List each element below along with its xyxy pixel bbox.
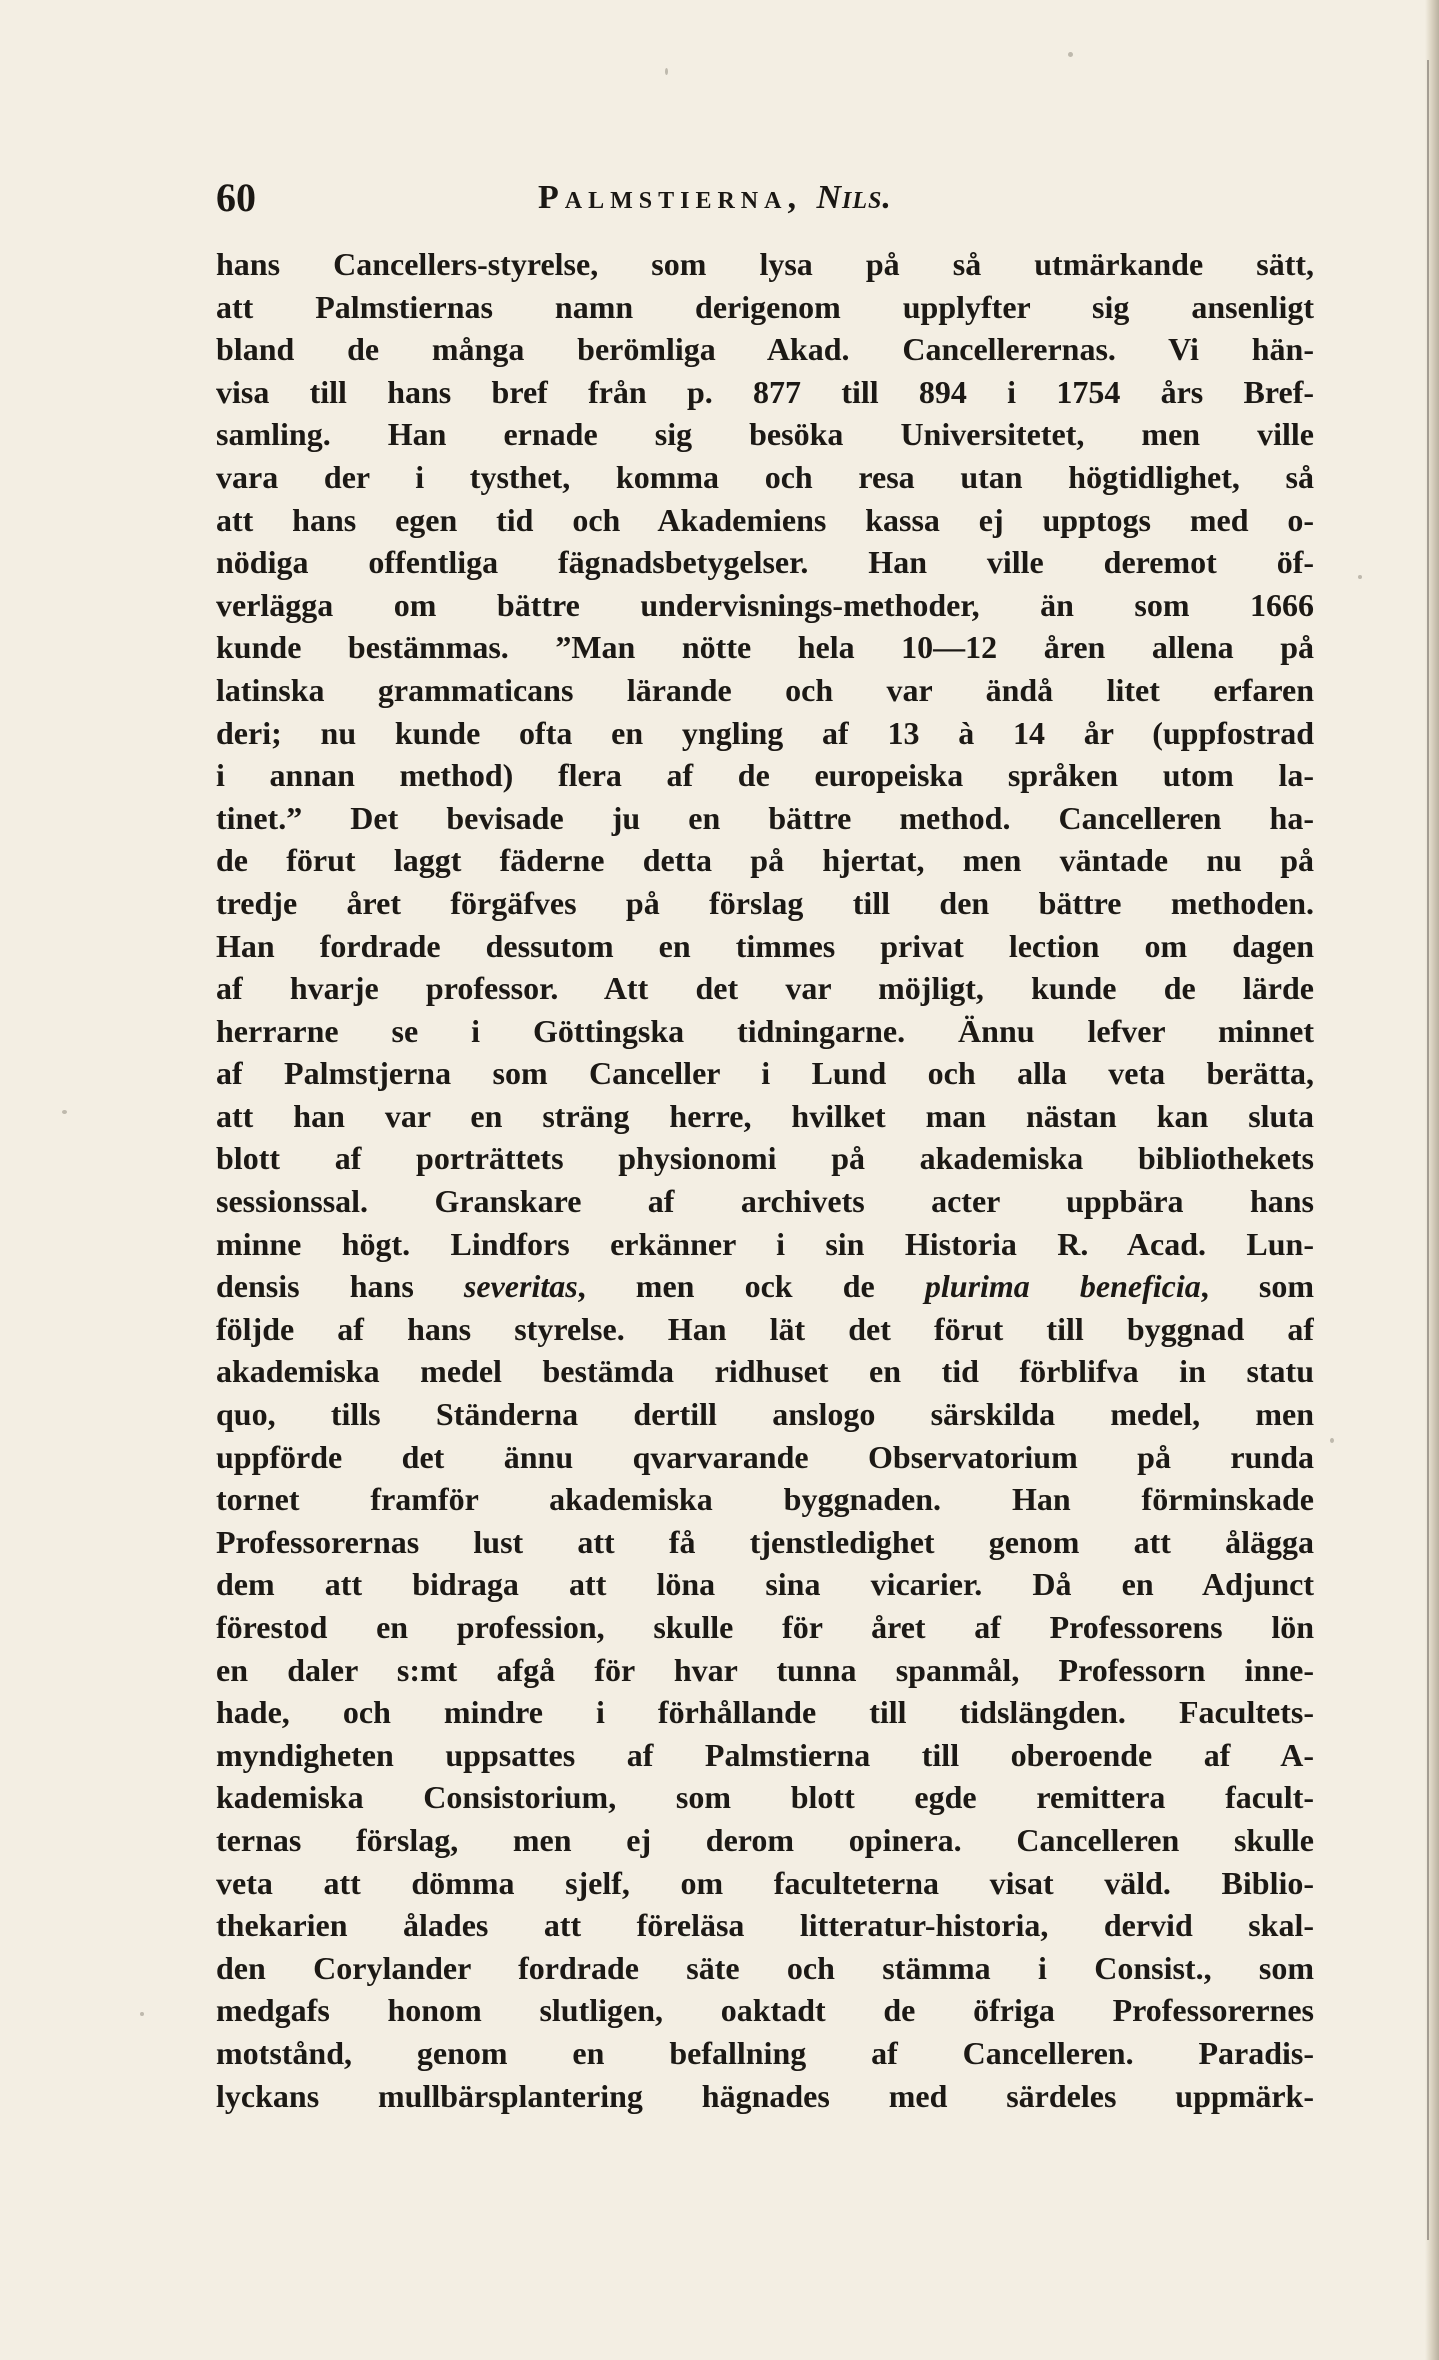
text-line: akademiska medel bestämda ridhuset en tid förblifva in statu [216, 1353, 1314, 1390]
text-line: dem att bidraga att löna sina vicarier. Då en Adjunct [216, 1566, 1314, 1603]
paper-speck [140, 2012, 144, 2016]
text-line: de förut laggt fäderne detta på hjertat, men väntade nu på [216, 842, 1314, 879]
page-number: 60 [216, 175, 256, 220]
text-line: latinska grammaticans lärande och var ändå litet erfaren [216, 671, 1314, 708]
text-line: myndigheten uppsattes af Palmstierna till oberoende af A- [216, 1736, 1314, 1773]
paper-speck [665, 68, 668, 75]
text-line: motstånd, genom en befallning af Cancelleren. Paradis- [216, 2034, 1314, 2071]
text-line: att Palmstiernas namn derigenom upplyfter sig ansenligt [216, 288, 1314, 325]
text-line: tredje året förgäfves på förslag till den bättre methoden. [216, 884, 1314, 921]
running-head-given-name: Nils. [816, 179, 892, 216]
text-line: ternas förslag, men ej derom opinera. Cancelleren skulle [216, 1821, 1314, 1858]
text-line: bland de många berömliga Akad. Cancellerernas. Vi hän- [216, 331, 1314, 368]
text-line: medgafs honom slutligen, oaktadt de öfriga Professorernes [216, 1992, 1314, 2029]
page-header [216, 168, 1316, 228]
text-line: den Corylander fordrade säte och stämma i Consist., som [216, 1949, 1314, 1986]
text-line: hade, och mindre i förhållande till tidslängden. Facultets- [216, 1694, 1314, 1731]
text-line: af Palmstjerna som Canceller i Lund och alla veta berätta, [216, 1055, 1314, 1092]
body-text [216, 243, 1314, 2117]
text-line: densis hans severitas, men ock de plurima beneficia, som [216, 1268, 1314, 1305]
text-line: Han fordrade dessutom en timmes privat lection om dagen [216, 927, 1314, 964]
text-line: af hvarje professor. Att det var möjligt, kunde de lärde [216, 970, 1314, 1007]
text-line: uppförde det ännu qvarvarande Observatorium på runda [216, 1438, 1314, 1475]
running-head [538, 168, 892, 228]
text-line: tornet framför akademiska byggnaden. Han förminskade [216, 1481, 1314, 1518]
text-line: thekarien ålades att föreläsa litteratur-historia, dervid skal- [216, 1907, 1314, 1944]
italic-phrase: plurima beneficia [924, 1268, 1201, 1305]
text-line: tinet.” Det bevisade ju en bättre method. Cancelleren ha- [216, 799, 1314, 836]
paper-speck [1358, 575, 1362, 579]
text-line: en daler s:mt afgå för hvar tunna spanmål, Professorn inne- [216, 1651, 1314, 1688]
text-line: samling. Han ernade sig besöka Universitetet, men ville [216, 416, 1314, 453]
text-line: vara der i tysthet, komma och resa utan högtidlighet, så [216, 458, 1314, 495]
text-line: hans Cancellers-styrelse, som lysa på så utmärkande sätt, [216, 246, 1314, 282]
text-line: att han var en sträng herre, hvilket man nästan kan sluta [216, 1097, 1314, 1134]
text-line: minne högt. Lindfors erkänner i sin Historia R. Acad. Lun- [216, 1225, 1314, 1262]
page-edge-line [1427, 60, 1429, 2240]
text-line: i annan method) flera af de europeiska språken utom la- [216, 757, 1314, 794]
text-line: lyckans mullbärsplantering hägnades med särdeles uppmärk- [216, 2077, 1314, 2114]
text-line: verlägga om bättre undervisnings-methoder, än som 1666 [216, 586, 1314, 623]
text-line: sessionssal. Granskare af archivets acter uppbära hans [216, 1183, 1314, 1220]
text-line: att hans egen tid och Akademiens kassa ej upptogs med o- [216, 501, 1314, 538]
paper-speck [1330, 1438, 1334, 1443]
text-line: kademiska Consistorium, som blott egde remittera facult- [216, 1779, 1314, 1816]
text-line: nödiga offentliga fägnadsbetygelser. Han ville deremot öf- [216, 544, 1314, 581]
text-line: visa till hans bref från p. 877 till 894 i 1754 års Bref- [216, 373, 1314, 410]
paper-speck [1068, 52, 1073, 57]
paper-speck [62, 1110, 67, 1114]
text-line: Professorernas lust att få tjenstledighet genom att ålägga [216, 1523, 1314, 1560]
text-line: följde af hans styrelse. Han lät det förut till byggnad af [216, 1310, 1314, 1347]
running-head-name: Palmstierna, [538, 179, 802, 216]
text-line: förestod en profession, skulle för året af Professorens lön [216, 1609, 1314, 1645]
text-line: deri; nu kunde ofta en yngling af 13 à 14 år (uppfostrad [216, 714, 1314, 751]
text-line: quo, tills Ständerna dertill anslogo särskilda medel, men [216, 1396, 1314, 1433]
text-line: herrarne se i Göttingska tidningarne. Ännu lefver minnet [216, 1012, 1314, 1049]
italic-phrase: severitas [463, 1268, 578, 1305]
text-line: veta att dömma sjelf, om faculteterna visat väld. Biblio- [216, 1864, 1314, 1901]
text-line: kunde bestämmas. ”Man nötte hela 10—12 åren allena på [216, 629, 1314, 666]
text-line: blott af porträttets physionomi på akademiska bibliothekets [216, 1140, 1314, 1177]
